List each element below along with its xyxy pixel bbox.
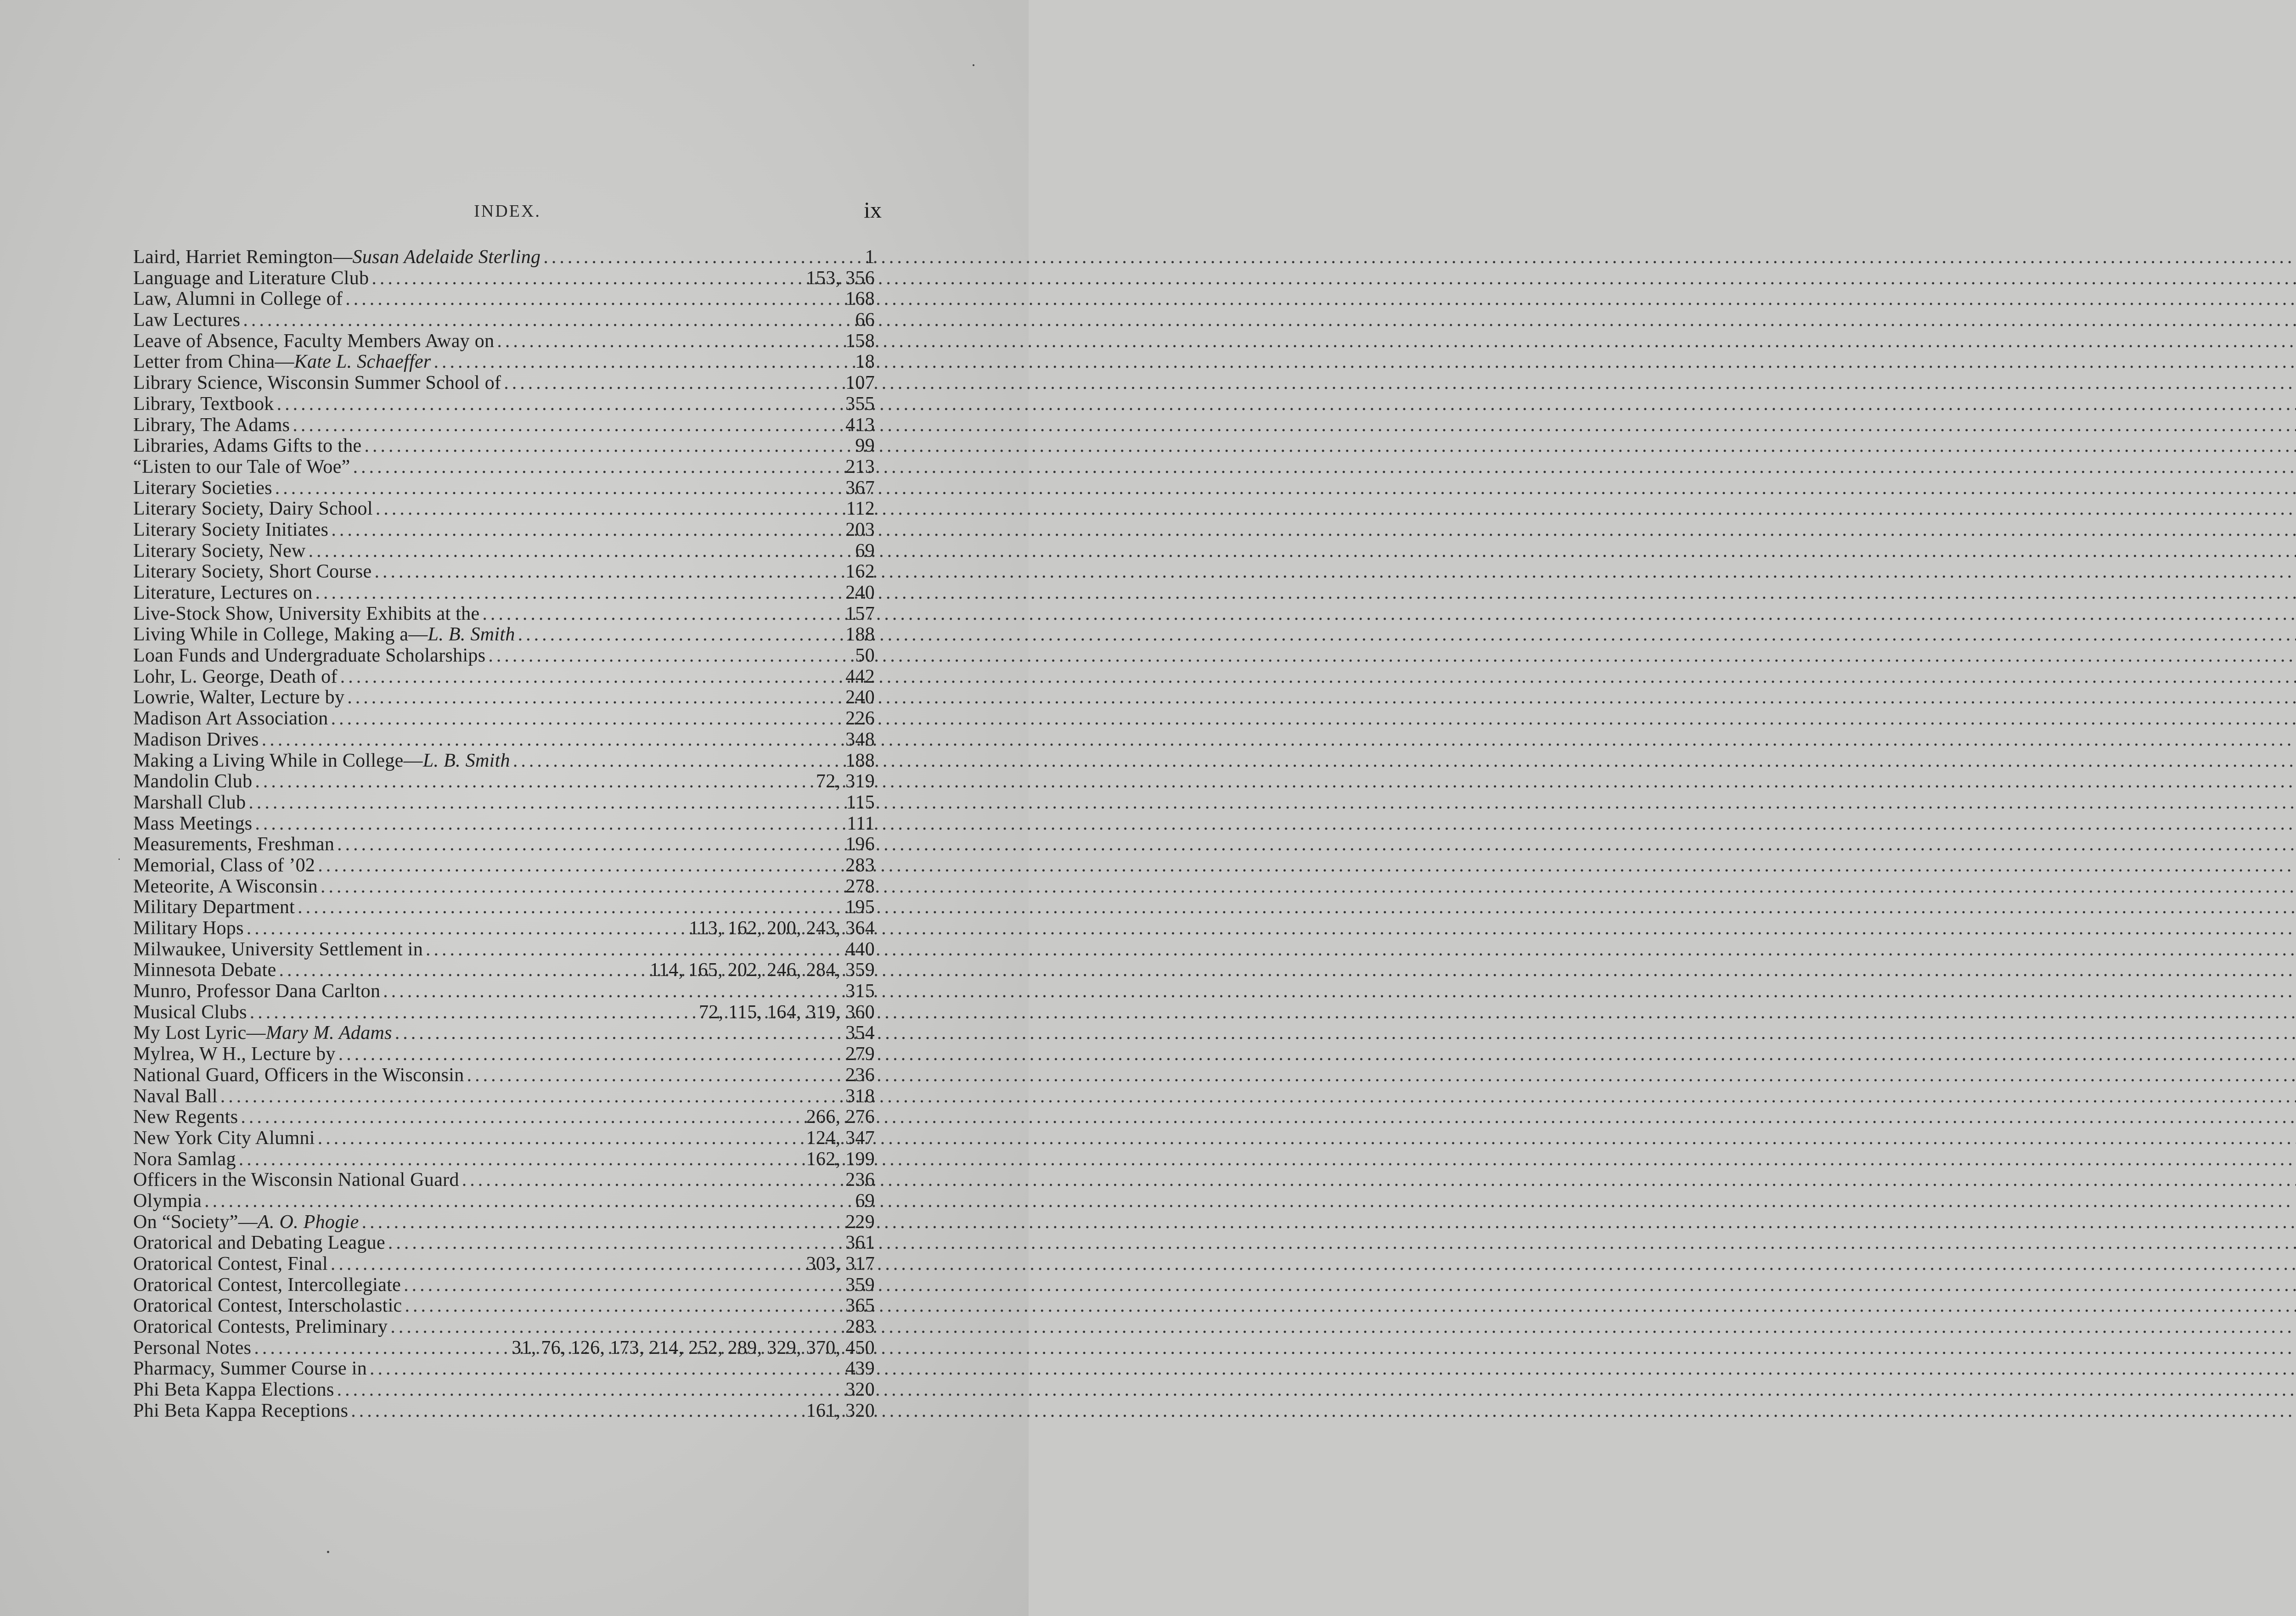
- page-number: ix: [864, 197, 882, 223]
- entry-title: [133, 583, 313, 604]
- entry-title: [133, 352, 431, 373]
- entry-pages: 278: [845, 875, 875, 897]
- entry-pages: 18: [855, 351, 875, 373]
- dot-leader: [370, 1358, 843, 1380]
- entry-heading: Milwaukee, University Settlement in: [133, 938, 423, 960]
- dot-leader: [243, 310, 852, 331]
- entry-pages: 279: [845, 1044, 875, 1065]
- entry-heading: Laird, Harriet Remington—: [133, 247, 353, 268]
- index-entry: [133, 667, 875, 688]
- dot-leader: [248, 792, 843, 814]
- index-entry: [133, 541, 875, 562]
- entry-title: [133, 247, 540, 268]
- entry-heading: Loan Funds and Undergraduate Scholarships: [133, 645, 486, 667]
- index-entry: [133, 792, 875, 814]
- index-entry: [133, 1044, 875, 1065]
- entry-pages: 365: [845, 1295, 875, 1317]
- entry-pages: 112: [846, 498, 875, 520]
- entry-title: [133, 960, 276, 981]
- entry-title: [133, 981, 380, 1002]
- entry-heading: Oratorical Contest, Final: [133, 1253, 328, 1274]
- entry-heading: Phi Beta Kappa Receptions: [133, 1400, 349, 1421]
- entry-heading: Library Science, Wisconsin Summer School of: [133, 372, 501, 394]
- dot-leader: [383, 981, 843, 1002]
- entry-pages: 69: [855, 1190, 875, 1212]
- entry-heading: New Regents: [133, 1106, 238, 1128]
- entry-pages: 439: [845, 1358, 875, 1380]
- entry-heading: Library, Textbook: [133, 393, 274, 415]
- entry-title: [133, 1170, 459, 1191]
- dot-leader: [239, 1149, 804, 1170]
- entry-title: [133, 1086, 218, 1107]
- running-title: INDEX.: [474, 202, 541, 221]
- entry-title: [133, 1149, 236, 1170]
- entry-heading: Literary Society Initiates: [133, 519, 329, 540]
- dot-leader: [337, 1380, 843, 1401]
- entry-pages: 226: [845, 708, 875, 729]
- index-entry: [133, 1317, 875, 1338]
- entry-pages: 157: [845, 603, 875, 624]
- entry-heading: Marshall Club: [133, 791, 246, 813]
- entry-pages: 283: [845, 1316, 875, 1338]
- entry-heading: Live-Stock Show, University Exhibits at the: [133, 603, 480, 624]
- dot-leader: [426, 939, 843, 960]
- index-entry: [133, 457, 875, 478]
- dot-leader: [241, 1107, 803, 1128]
- entry-pages: 240: [845, 687, 875, 708]
- entry-pages: 195: [845, 897, 875, 918]
- entry-title: [133, 1401, 348, 1422]
- entry-pages: 72, 319: [816, 771, 875, 792]
- entry-title: [133, 751, 510, 772]
- dot-leader: [279, 960, 647, 981]
- entry-heading: Military Hops: [133, 918, 244, 939]
- entry-title: [133, 876, 318, 898]
- entry-pages: 303, 317: [806, 1253, 875, 1274]
- index-entry: [133, 834, 875, 855]
- entry-author: A. O. Phogie: [258, 1211, 359, 1233]
- index-entry: [133, 247, 875, 268]
- entry-author: L. B. Smith: [428, 624, 515, 645]
- index-entry: [133, 561, 875, 583]
- entry-pages: 266, 276: [806, 1106, 875, 1128]
- entry-heading: Olympia: [133, 1190, 202, 1212]
- entry-heading: Law, Alumni in College of: [133, 288, 343, 310]
- entry-title: [133, 1023, 392, 1044]
- dot-leader: [204, 1191, 852, 1212]
- index-entry: [133, 352, 875, 373]
- entry-pages: 229: [845, 1211, 875, 1233]
- index-entry: [133, 520, 875, 541]
- entry-title: [133, 667, 338, 688]
- dot-leader: [318, 855, 843, 876]
- entry-pages: 367: [845, 477, 875, 499]
- entry-author: Mary M. Adams: [265, 1022, 392, 1044]
- entry-title: [133, 394, 274, 415]
- dot-leader: [262, 729, 843, 751]
- index-entry: [133, 645, 875, 667]
- entry-pages: 115: [846, 791, 875, 813]
- dot-leader: [347, 687, 843, 708]
- index-entry: [133, 604, 875, 625]
- index-entry: [133, 1086, 875, 1107]
- entry-title: [133, 457, 350, 478]
- entry-title: [133, 771, 252, 792]
- index-entry: [133, 583, 875, 604]
- entry-heading: Mylrea, W H., Lecture by: [133, 1044, 336, 1065]
- entry-title: [133, 373, 501, 394]
- index-entry: [133, 939, 875, 960]
- entry-heading: Phi Beta Kappa Elections: [133, 1379, 334, 1401]
- index-entry: [133, 1254, 875, 1275]
- entry-heading: Oratorical Contest, Interscholastic: [133, 1295, 402, 1317]
- entry-pages: 69: [855, 540, 875, 561]
- dot-leader: [321, 876, 843, 898]
- entry-pages: 50: [855, 645, 875, 667]
- entry-title: [133, 1212, 359, 1233]
- entry-title: [133, 939, 423, 960]
- entry-pages: 283: [845, 854, 875, 876]
- entry-pages: 442: [845, 666, 875, 687]
- entry-pages: 413: [845, 414, 875, 436]
- entry-author: Susan Adelaide Sterling: [352, 247, 541, 268]
- entry-title: [133, 624, 515, 645]
- index-entry: [133, 394, 875, 415]
- index-entry: [133, 1380, 875, 1401]
- entry-heading: Libraries, Adams Gifts to the: [133, 435, 362, 457]
- entry-pages: 161, 320: [806, 1400, 875, 1421]
- dot-leader: [390, 1317, 843, 1338]
- entry-heading: Law Lectures: [133, 309, 241, 331]
- dot-leader: [250, 1002, 696, 1023]
- entry-title: [133, 897, 295, 918]
- dot-leader: [353, 457, 843, 478]
- dot-leader: [220, 1086, 843, 1107]
- entry-title: [133, 1338, 251, 1359]
- dot-leader: [345, 289, 843, 310]
- entry-title: [133, 1380, 334, 1401]
- entry-title: [133, 1065, 464, 1086]
- dot-leader: [340, 667, 843, 688]
- entry-heading: Madison Art Association: [133, 708, 328, 729]
- index-entry: [133, 855, 875, 876]
- entry-heading: Madison Drives: [133, 729, 259, 750]
- index-entry: [133, 1023, 875, 1044]
- entry-heading: Literary Society, New: [133, 540, 306, 561]
- dot-leader: [376, 499, 844, 520]
- entry-heading: Lohr, L. George, Death of: [133, 666, 338, 687]
- index-entry: [133, 1002, 875, 1023]
- index-entry: [133, 331, 875, 352]
- entry-title: [133, 1128, 315, 1149]
- dot-leader: [504, 373, 843, 394]
- entry-title: [133, 289, 343, 310]
- entry-title: [133, 918, 244, 939]
- entry-title: [133, 436, 361, 457]
- entry-pages: 213: [845, 456, 875, 477]
- entry-pages: 188: [845, 750, 875, 771]
- entry-pages: 203: [845, 519, 875, 540]
- index-entry: [133, 1107, 875, 1128]
- entry-heading: Literature, Lectures on: [133, 582, 313, 603]
- entry-title: [133, 1317, 388, 1338]
- entry-title: [133, 331, 494, 352]
- index-entry: [133, 624, 875, 645]
- entry-heading: Making a Living While in College—: [133, 750, 423, 771]
- entry-pages: 320: [845, 1379, 875, 1401]
- entry-pages: 114, 165, 202, 246, 284, 359: [650, 960, 875, 981]
- index-entry: [133, 499, 875, 520]
- index-entry: [133, 415, 875, 436]
- entry-pages: 440: [845, 938, 875, 960]
- dot-leader: [518, 624, 843, 645]
- index-entry: [133, 876, 875, 898]
- entry-heading: Oratorical Contests, Preliminary: [133, 1316, 388, 1338]
- entry-heading: Oratorical and Debating League: [133, 1232, 385, 1254]
- index-entry: [133, 751, 875, 772]
- entry-heading: Naval Ball: [133, 1085, 218, 1107]
- entry-title: [133, 708, 328, 729]
- index-entry: [133, 897, 875, 918]
- entry-heading: Living While in College, Making a—: [133, 624, 428, 645]
- index-entry: [133, 918, 875, 939]
- entry-title: [133, 814, 252, 835]
- index-entry: [133, 1233, 875, 1254]
- index-entry: [133, 1296, 875, 1317]
- book-page: [0, 0, 1029, 1616]
- entry-pages: 153, 356: [806, 267, 875, 289]
- entry-title: [133, 1002, 247, 1023]
- index-entry: [133, 1065, 875, 1086]
- entry-pages: 124, 347: [806, 1127, 875, 1149]
- dot-leader: [318, 1128, 804, 1149]
- entry-heading: Oratorical Contest, Intercollegiate: [133, 1274, 401, 1296]
- dot-leader: [362, 1212, 843, 1233]
- dot-leader: [482, 604, 843, 625]
- dot-leader: [462, 1170, 843, 1191]
- entry-title: [133, 855, 315, 876]
- entry-pages: 72, 115, 164, 319, 360: [698, 1001, 875, 1023]
- entry-pages: 359: [845, 1274, 875, 1296]
- entry-pages: 348: [845, 729, 875, 750]
- index-entry: [133, 1212, 875, 1233]
- entry-heading: Literary Society, Dairy School: [133, 498, 373, 520]
- entry-pages: 111: [847, 813, 875, 834]
- entry-title: [133, 310, 240, 331]
- entry-heading: Measurements, Freshman: [133, 834, 335, 855]
- entry-pages: 113, 162, 200, 243, 364: [689, 918, 875, 939]
- entry-author: Kate L. Schaeffer: [294, 351, 431, 373]
- entry-heading: Literary Society, Short Course: [133, 561, 372, 583]
- entry-pages: 1: [865, 247, 875, 268]
- paper-speck: [973, 64, 974, 66]
- entry-heading: Mass Meetings: [133, 813, 253, 834]
- dot-leader: [331, 708, 843, 729]
- dot-leader: [247, 918, 687, 939]
- entry-pages: 162, 199: [806, 1148, 875, 1170]
- index-entry: [133, 1358, 875, 1380]
- paper-speck: [327, 1551, 329, 1553]
- entry-heading: My Lost Lyric—: [133, 1022, 266, 1044]
- entry-title: [133, 520, 328, 541]
- index-entry: [133, 729, 875, 751]
- index-entry: [133, 1149, 875, 1170]
- entry-author: L. B. Smith: [422, 750, 510, 771]
- entry-pages: 361: [845, 1232, 875, 1254]
- entry-heading: Library, The Adams: [133, 414, 290, 436]
- entry-title: [133, 687, 344, 708]
- dot-leader: [488, 645, 852, 667]
- dot-leader: [395, 1023, 843, 1044]
- entry-heading: Musical Clubs: [133, 1001, 247, 1023]
- index-entry: [133, 478, 875, 499]
- entry-pages: 99: [855, 435, 875, 457]
- index-entry: [133, 436, 875, 457]
- index-entry: [133, 289, 875, 310]
- dot-leader: [298, 897, 843, 918]
- entry-heading: Meteorite, A Wisconsin: [133, 875, 318, 897]
- dot-leader: [255, 814, 844, 835]
- entry-pages: 240: [845, 582, 875, 603]
- entry-heading: National Guard, Officers in the Wisconsin: [133, 1064, 464, 1086]
- entry-heading: Nora Samlag: [133, 1148, 236, 1170]
- entry-pages: 162: [845, 561, 875, 583]
- entry-heading: Leave of Absence, Faculty Members Away on: [133, 330, 495, 352]
- dot-leader: [331, 1254, 804, 1275]
- entry-pages: 315: [845, 981, 875, 1002]
- dot-leader: [405, 1296, 843, 1317]
- entry-heading: Personal Notes: [133, 1337, 252, 1358]
- index-entry: [133, 981, 875, 1002]
- entry-heading: Letter from China—: [133, 351, 294, 373]
- entry-heading: Pharmacy, Summer Course in: [133, 1358, 367, 1380]
- index-list: [133, 247, 875, 1422]
- entry-heading: Mandolin Club: [133, 771, 253, 792]
- index-entry: [133, 1191, 875, 1212]
- entry-heading: Literary Societies: [133, 477, 272, 499]
- index-entry: [133, 1338, 875, 1359]
- entry-title: [133, 1275, 401, 1296]
- index-entry: [133, 268, 875, 289]
- index-entry: [133, 373, 875, 394]
- entry-heading: On “Society”—: [133, 1211, 258, 1233]
- entry-heading: Munro, Professor Dana Carlton: [133, 981, 381, 1002]
- dot-leader: [275, 478, 843, 499]
- dot-leader: [434, 352, 853, 373]
- dot-leader: [371, 268, 803, 289]
- index-entry: [133, 708, 875, 729]
- entry-heading: New York City Alumni: [133, 1127, 315, 1149]
- dot-leader: [277, 394, 843, 415]
- entry-pages: 236: [845, 1064, 875, 1086]
- dot-leader: [254, 1338, 509, 1359]
- index-entry: [133, 310, 875, 331]
- entry-pages: 158: [845, 330, 875, 352]
- entry-title: [133, 729, 259, 751]
- index-entry: [133, 771, 875, 792]
- entry-title: [133, 541, 306, 562]
- entry-title: [133, 268, 369, 289]
- dot-leader: [467, 1065, 843, 1086]
- entry-pages: 355: [845, 393, 875, 415]
- entry-pages: 107: [845, 372, 875, 394]
- entry-heading: Lowrie, Walter, Lecture by: [133, 687, 345, 708]
- entry-heading: Memorial, Class of ’02: [133, 854, 315, 876]
- entry-pages: 168: [845, 288, 875, 310]
- index-entry: [133, 1275, 875, 1296]
- index-entry: [133, 1170, 875, 1191]
- dot-leader: [293, 415, 843, 436]
- dot-leader: [364, 436, 852, 457]
- entry-title: [133, 1296, 402, 1317]
- entry-pages: 188: [845, 624, 875, 645]
- entry-heading: Minnesota Debate: [133, 960, 276, 981]
- entry-title: [133, 415, 290, 436]
- dot-leader: [255, 771, 813, 792]
- dot-leader: [543, 247, 862, 268]
- dot-leader: [309, 541, 853, 562]
- entry-heading: Military Department: [133, 897, 295, 918]
- entry-title: [133, 604, 479, 625]
- entry-title: [133, 478, 272, 499]
- index-entry: [133, 687, 875, 708]
- entry-title: [133, 645, 485, 667]
- entry-title: [133, 561, 372, 583]
- entry-title: [133, 1254, 328, 1275]
- entry-pages: 196: [845, 834, 875, 855]
- dot-leader: [513, 751, 843, 772]
- entry-title: [133, 1191, 202, 1212]
- index-entry: [133, 1128, 875, 1149]
- entry-heading: “Listen to our Tale of Woe”: [133, 456, 350, 477]
- index-entry: [133, 960, 875, 981]
- index-entry: [133, 1401, 875, 1422]
- entry-title: [133, 1358, 367, 1380]
- dot-leader: [337, 834, 843, 855]
- entry-title: [133, 792, 246, 814]
- paper-speck: [118, 858, 120, 860]
- dot-leader: [404, 1275, 843, 1296]
- page-header: [133, 196, 882, 233]
- entry-heading: Language and Literature Club: [133, 267, 369, 289]
- dot-leader: [375, 561, 843, 583]
- dot-leader: [315, 583, 843, 604]
- entry-pages: 31, 76, 126, 173, 214, 252, 289, 329, 370, 450: [512, 1337, 875, 1358]
- entry-heading: Officers in the Wisconsin National Guard: [133, 1169, 459, 1191]
- dot-leader: [331, 520, 843, 541]
- entry-title: [133, 1044, 336, 1065]
- dot-leader: [497, 331, 843, 352]
- entry-title: [133, 834, 334, 855]
- dot-leader: [351, 1401, 803, 1422]
- dot-leader: [338, 1044, 843, 1065]
- dot-leader: [388, 1233, 843, 1254]
- entry-title: [133, 1233, 385, 1254]
- entry-pages: 236: [845, 1169, 875, 1191]
- entry-pages: 354: [845, 1022, 875, 1044]
- index-entry: [133, 814, 875, 835]
- entry-pages: 318: [845, 1085, 875, 1107]
- entry-title: [133, 499, 373, 520]
- entry-title: [133, 1107, 238, 1128]
- entry-pages: 66: [855, 309, 875, 331]
